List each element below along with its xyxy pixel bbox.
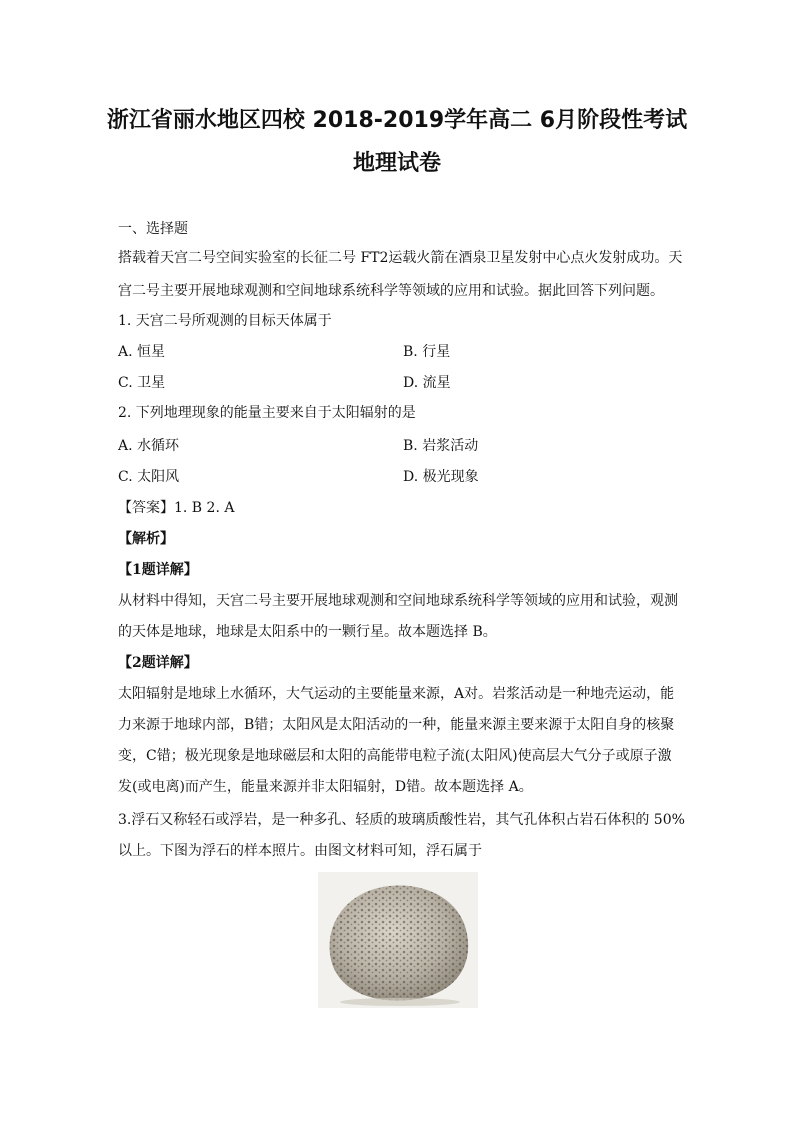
q1-option-b: B. 行星 [403,344,451,360]
detail-2-label: 【2题详解】 [118,655,198,671]
analysis-label: 【解析】 [118,531,174,547]
detail-2-line-3: 变，C错；极光现象是地球磁层和太阳的高能带电粒子流(太阳风)使高层大气分子或原子激 [118,748,672,764]
detail-2-line-4: 发(或电离)而产生，能量来源并非太阳辐射，D错。故本题选择 A。 [118,779,533,795]
intro-line-1: 搭载着天宫二号空间实验室的长征二号 FT2运载火箭在酒泉卫星发射中心点火发射成功。天 [118,250,683,266]
q1-option-a: A. 恒星 [118,344,166,360]
detail-1-line-2: 的天体是地球，地球是太阳系中的一颗行星。故本题选择 B。 [118,624,497,640]
detail-1-line-1: 从材料中得知，天宫二号主要开展地球观测和空间地球系统科学等领域的应用和试验，观测 [118,593,678,609]
q2-option-c: C. 太阳风 [118,469,180,485]
section-heading: 一、选择题 [118,221,188,237]
q1-option-d: D. 流星 [403,375,451,391]
q3-line-1: 3.浮石又称轻石或浮岩，是一种多孔、轻质的玻璃质酸性岩，其气孔体积占岩石体积的 50% [118,812,685,828]
intro-line-2: 宫二号主要开展地球观测和空间地球系统科学等领域的应用和试验。据此回答下列问题。 [118,283,664,299]
q2-option-a: A. 水循环 [118,438,180,454]
detail-2-line-2: 力来源于地球内部，B错；太阳风是太阳活动的一种，能量来源主要来源于太阳自身的核聚 [118,717,675,733]
q1-stem: 1. 天宫二号所观测的目标天体属于 [118,313,332,329]
q2-stem: 2. 下列地理现象的能量主要来自于太阳辐射的是 [118,405,416,421]
detail-1-label: 【1题详解】 [118,562,198,578]
q1-option-c: C. 卫星 [118,375,166,391]
q3-line-2: 以上。下图为浮石的样本照片。由图文材料可知，浮石属于 [118,843,482,859]
detail-2-line-1: 太阳辐射是地球上水循环，大气运动的主要能量来源，A对。岩浆活动是一种地壳运动，能 [118,686,675,702]
exam-title: 浙江省丽水地区四校 2018-2019学年高二 6月阶段性考试 [106,108,688,133]
pumice-photo [318,872,478,1008]
answer-line: 【答案】1. B 2. A [118,500,235,516]
q2-option-d: D. 极光现象 [403,469,479,485]
q2-option-b: B. 岩浆活动 [403,438,479,454]
exam-subtitle: 地理试卷 [352,151,441,176]
